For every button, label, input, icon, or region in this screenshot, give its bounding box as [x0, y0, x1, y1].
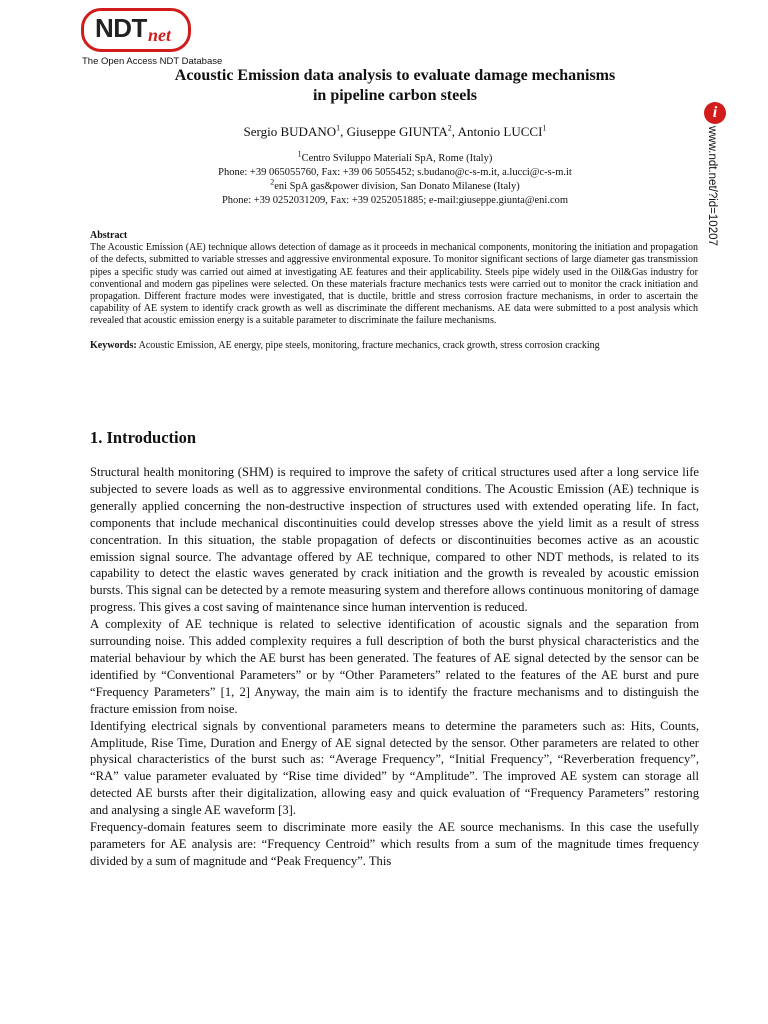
keywords — [90, 340, 698, 352]
author-list — [90, 124, 700, 140]
article-url[interactable]: www.ndt.net/?id=10207 — [706, 126, 718, 246]
affiliation-name — [90, 149, 700, 166]
affiliation-mark: 2 — [270, 177, 275, 187]
title-line-2: in pipeline carbon steels — [312, 87, 477, 104]
keywords-text: Acoustic Emission, AE energy, pipe steels, monitoring, fracture mechanics, crack growth, stress corrosion cracking — [138, 339, 600, 351]
affiliation-mark: 1 — [297, 149, 302, 159]
ndt-net-logo[interactable] — [81, 8, 191, 52]
author-name: Giuseppe GIUNTA — [346, 124, 448, 139]
author-name: Sergio BUDANO — [243, 124, 337, 139]
keywords-label: Keywords: — [90, 339, 137, 351]
logo-ndt-text: NDT — [95, 13, 147, 43]
paper-header — [90, 66, 700, 208]
affiliation-text: Centro Sviluppo Materiali SpA, Rome (Italy) — [301, 153, 493, 164]
paragraph: Identifying electrical signals by conventional parameters means to determine the parameters such as: Hits, Counts, Amplitude, Rise Time, Duration and Energy of AE signal detected by the sensor. Other parameters are related to other physical characteristics of the burst such as: “Average Frequency”, “Initial Frequency”, “Reverberation frequency”, “RA” value parameter evaluated by “Rise time divided” by “Amplitude”. The improved AE system can storage all detected AE bursts after their digitalization, allowing easy and quick evaluation of “Frequency Parameters” restoring and analysing a single AE waveform [3]. — [90, 718, 699, 818]
author-separator: , — [451, 124, 458, 139]
affiliation-name — [90, 177, 700, 194]
ndt-logo-block[interactable] — [80, 8, 240, 67]
logo-tagline: The Open Access NDT Database — [82, 56, 223, 67]
abstract-heading: Abstract — [90, 230, 128, 241]
side-link[interactable] — [704, 102, 730, 246]
paragraph: Structural health monitoring (SHM) is required to improve the safety of critical structures used after a long service life subjected to severe loads as well as to aggressive environmental conditions. The Acoustic Emission (AE) technique is generally applied concerning the non-destructive inspection of structures used with extended operating life. In fact, components that include mechanical discontinuities could develop stresses above the yield limit as a result of stress concentration. In this situation, the stable propagation of defects or discontinuities becomes active as an acoustic emission signal source. The advantage offered by AE technique, compared to other NDT methods, is related to its capability to detect the elastic waves generated by crack initiation and the growth is revealed by acoustic emission bursts. This signal can be detected by a remote measuring system and therefore allows continuous monitoring of damage progress. This gives a cost saving of maintenance since human intervention is reduced. — [90, 465, 699, 615]
paragraph: Frequency-domain features seem to discriminate more easily the AE source mechanisms. In this case the usefully parameters for AE analysis are: “Frequency Centroid” which results from a sum of the magnitude times frequency divided by a sum of magnitude and “Peak Frequency”. This — [90, 820, 699, 868]
affiliation-contact: Phone: +39 0252031209, Fax: +39 0252051885; e-mail:giuseppe.giunta@eni.com — [221, 195, 569, 206]
author-name: Antonio LUCCI — [457, 124, 543, 139]
info-icon[interactable]: i — [704, 102, 726, 124]
paper-title — [90, 66, 700, 106]
title-line-1: Acoustic Emission data analysis to evaluate damage mechanisms — [174, 67, 616, 84]
affiliations — [90, 149, 700, 208]
paragraph: A complexity of AE technique is related to selective identification of acoustic signals and the separation from surrounding noise. This added complexity requires a full description of both the burst physical characteristics and the material behaviour by which the AE burst has been generated. The features of AE signal detected by the sensor can be identified by “Conventional Parameters” or by “Other Parameters” related to the features of the AE burst and pure “Frequency Parameters” [1, 2] Anyway, the main aim is to identify the fracture mechanisms and to distinguish the fracture emission from noise. — [90, 617, 699, 716]
abstract-section — [90, 230, 698, 352]
logo-net-text: net — [148, 25, 172, 45]
introduction-body — [90, 464, 699, 870]
author-affiliation-mark: 1 — [542, 123, 547, 133]
abstract-text: The Acoustic Emission (AE) technique allows detection of damage as it proceeds in mechanical components, monitoring the initiation and propagation of the defects, submitted to variable stresses and aggressive environmental exposure. To monitor significant sections of large diameter gas transmission pipes a specific study was carried out aimed at investigating AE features and their applicability. Steels pipe widely used in the Oil&Gas industry for conventional and modern gas pipelines were selected. On these materials fracture mechanics tests were carried out to monitor the crack initiation and propagation. Different fracture modes were investigated, that is ductile, brittle and stress corrosion fracture mechanisms, in order to ascertain the capability of AE system to identify crack growth as well as discriminate the different mechanisms. AE data were submitted to a post analysis which revealed that acoustic emission energy is a suitable parameter to discriminate the failure mechanisms. — [90, 242, 698, 327]
affiliation-text: eni SpA gas&power division, San Donato Milanese (Italy) — [274, 181, 520, 192]
author-separator: , — [340, 124, 347, 139]
author-affiliation-mark: 2 — [447, 123, 452, 133]
author-affiliation-mark: 1 — [336, 123, 341, 133]
section-heading-introduction: 1. Introduction — [90, 428, 197, 447]
affiliation-contact: Phone: +39 065055760, Fax: +39 06 5055452; s.budano@c-s-m.it, a.lucci@c-s-m.it — [218, 167, 572, 178]
